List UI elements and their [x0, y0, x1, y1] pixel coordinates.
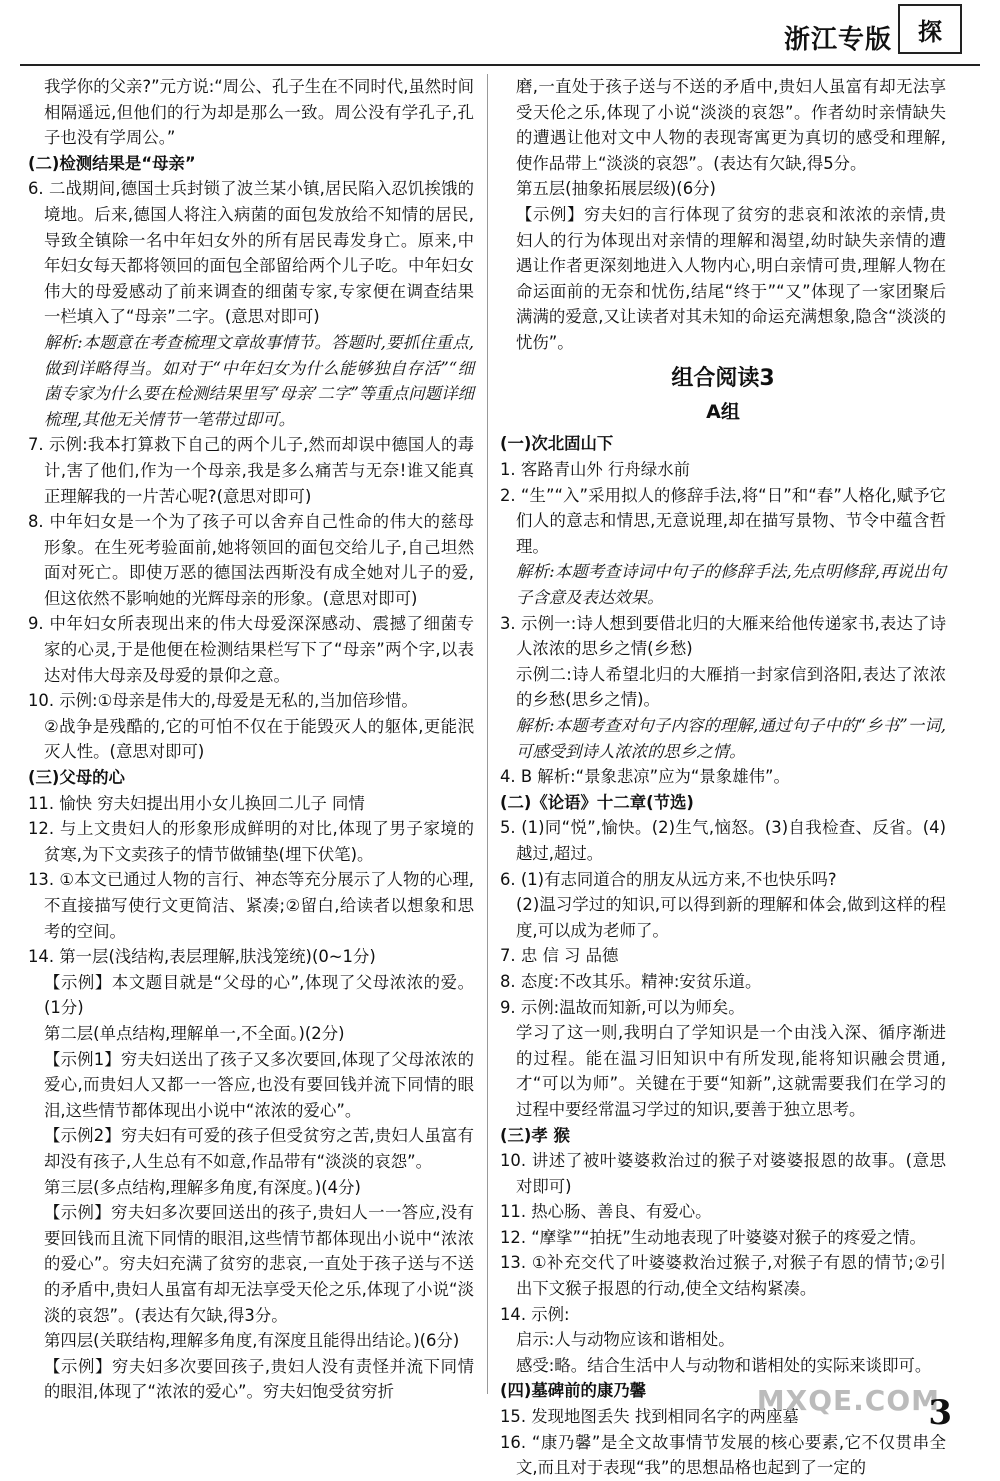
answer-16-right: 16. “康乃馨”是全文故事情节发展的核心要素,它不仅贯串全文,而且对于表现“我”的思想品格也起到了一定的: [500, 1432, 946, 1478]
answer-14-example4: 【示例】穷夫妇多次要回孩子,贵妇人没有责怪并流下同情的眼泪,体现了“浓浓的爱心”。穷夫妇饱受贫穷折: [44, 1356, 474, 1402]
answer-1: 1. 客路青山外 行舟绿水前: [500, 460, 690, 480]
answer-14-example5: 【示例】穷夫妇的言行体现了贫穷的悲哀和浓浓的亲情,贵妇人的行为体现出对亲情的理解和渴望,幼时缺失亲情的遭遇让作者更深刻地进入人物内心,明白亲情可贵,理解人物在命运面前的无奈和忧伤,结尾“终于”“又”体现了一家团聚后满满的爱意,又让读者对其未知的命运充满想象,隐含“淡淡的忧伤”。: [516, 204, 946, 352]
answer-6: 6. 二战期间,德国士兵封锁了波兰某小镇,居民陷入忍饥挨饿的境地。后来,德国人将注入病菌的面包发放给不知情的居民,导致全镇除一名中年妇女外的所有居民毒发身亡。原来,中年妇女每天都将领回的面包全部留给两个儿子吃。中年妇女伟大的母爱感动了前来调查的细菌专家,专家便在调查结果一栏填入了“母亲”二字。(意思对即可): [28, 179, 474, 327]
answer-14-example3: 【示例】穷夫妇多次要回送出的孩子,贵妇人一一答应,没有要回钱而且流下同情的眼泪,这些情节都体现出小说中“浓浓的爱心”。穷夫妇充满了贫穷的悲哀,一直处于孩子送与不送的矛盾中,贵妇人虽富有却无法享受天伦之乐,体现了小说“淡淡的哀怨”。(表达有欠缺,得3分。: [44, 1203, 474, 1325]
answer-14-example: 【示例】本文题目就是“父母的心”,体现了父母浓浓的爱。(1分): [44, 972, 474, 1018]
section-heading: (一)次北固山下: [500, 434, 614, 454]
left-column: [28, 74, 474, 1405]
answer-15-right: 15. 发现地图丢失 找到相同名字的两座墓: [500, 1407, 799, 1427]
answer-3: 3. 示例一:诗人想到要借北归的大雁来给他传递家书,表达了诗人浓浓的思乡之情(乡愁): [500, 613, 946, 659]
section-heading: (三)父母的心: [28, 768, 125, 788]
answer-12: 12. 与上文贵妇人的形象形成鲜明的对比,体现了男子家境的贫寒,为下文卖孩子的情节做铺垫(埋下伏笔)。: [28, 819, 474, 864]
answer-14-level2: 第二层(单点结构,理解单一,不全面。)(2分): [44, 1023, 345, 1043]
answer-14-level4: 第四层(关联结构,理解多角度,有深度且能得出结论。)(6分): [44, 1331, 460, 1351]
answer-13-right: 13. ①补充交代了叶婆婆救治过猴子,对猴子有恩的情节;②引出下文猴子报恩的行动,使全文结构紧凑。: [500, 1253, 946, 1299]
answer-9-right: 9. 示例:温故而知新,可以为师矣。: [500, 997, 745, 1017]
answer-8: 8. 中年妇女是一个为了孩子可以舍弃自己性命的伟大的慈母形象。在生死考验面前,她将领回的面包交给儿子,自己坦然面对死亡。即使万恶的德国法西斯没有成全她对儿子的爱,但这依然不影响她的光辉母亲的形象。(意思对即可): [28, 512, 474, 608]
answer-14-right: 14. 示例:: [500, 1304, 570, 1324]
answer-8-right: 8. 态度:不改其乐。精神:安贫乐道。: [500, 971, 762, 991]
answer-9-detail: 学习了这一则,我明白了学知识是一个由浅入深、循序渐进的过程。能在温习旧知识中有所发现,能将知识融会贯通,才“可以为师”。关键在于要“知新”,这就需要我们在学习的过程中要经常温习学过的知识,要善于独立思考。: [516, 1023, 946, 1119]
answer-3-example2: 示例二:诗人希望北归的大雁捎一封家信到洛阳,表达了浓浓的乡愁(思乡之情)。: [516, 664, 946, 710]
section-heading: (二)《论语》十二章(节选): [500, 792, 694, 812]
answer-6-part2: (2)温习学过的知识,可以得到新的理解和体会,做到这样的程度,可以成为老师了。: [516, 895, 946, 940]
watermark: MXQE.COM: [756, 1384, 940, 1417]
page-header: [784, 0, 962, 62]
answer-6-right: 6. (1)有志同道合的朋友从远方来,不也快乐吗?: [500, 869, 837, 889]
answer-13: 13. ①本文已通过人物的言行、神态等充分展示了人物的心理,不直接描写使行文更简洁、紧凑;②留白,给读者以想象和思考的空间。: [28, 870, 474, 941]
brand-logo: 探: [898, 4, 962, 54]
answer-10-right: 10. 讲述了被叶婆婆救治过的猴子对婆婆报恩的故事。(意思对即可): [500, 1151, 946, 1196]
answer-12-right: 12. “摩挲”“拍抚”生动地表现了叶婆婆对猴子的疼爱之情。: [500, 1227, 926, 1247]
answer-14-example2: 【示例2】穷夫妇有可爱的孩子但受贫穷之苦,贵妇人虽富有却没有孩子,人生总有不如意,作品带有“淡淡的哀怨”。: [44, 1126, 474, 1171]
answer-14-feeling: 感受:略。结合生活中人与动物和谐相处的实际来谈即可。: [516, 1355, 932, 1375]
analysis-3: 解析:本题考查对句子内容的理解,通过句子中的“乡书”一词,可感受到诗人浓浓的思乡之情。: [516, 716, 946, 761]
edition-title: 浙江专版: [783, 25, 892, 55]
answer-11: 11. 愉快 穷夫妇提出用小女儿换回二儿子 同情: [28, 793, 365, 813]
answer-11-right: 11. 热心肠、善良、有爱心。: [500, 1202, 712, 1222]
answer-14-level3: 第三层(多点结构,理解多角度,有深度。)(4分): [44, 1177, 361, 1197]
answer-14: 14. 第一层(浅结构,表层理解,肤浅笼统)(0~1分): [28, 947, 376, 967]
answer-4: 4. B 解析:“景象悲凉”应为“景象雄伟”。: [500, 767, 790, 787]
right-column: [500, 74, 946, 1481]
analysis-2: 解析:本题考查诗词中句子的修辞手法,先点明修辞,再说出句子含意及表达效果。: [516, 562, 946, 608]
section-heading: (四)墓碑前的康乃馨: [500, 1381, 647, 1401]
continued-text: 磨,一直处于孩子送与不送的矛盾中,贵妇人虽富有却无法享受天伦之乐,体现了小说“淡淡的哀怨”。作者幼时亲情缺失的遭遇让他对文中人物的表现寄寓更为真切的感受和理解,使作品带上“淡淡的哀怨”。(表达有欠缺,得5分。: [516, 77, 946, 173]
answer-7-right: 7. 忠 信 习 品德: [500, 946, 619, 966]
answer-2: 2. “生”“入”采用拟人的修辞手法,将“日”和“春”人格化,赋予它们人的意志和情思,无意说理,却在描写景物、节令中蕴含哲理。: [500, 485, 946, 556]
answer-14-example1: 【示例1】穷夫妇送出了孩子又多次要回,体现了父母浓浓的爱心,而贵妇人又都一一答应,也没有要回钱并流下同情的眼泪,这些情节都体现出小说中“浓浓的爱心”。: [44, 1049, 474, 1120]
answer-14-insight: 启示:人与动物应该和谐相处。: [516, 1330, 735, 1350]
section-heading: (二)检测结果是“母亲”: [28, 153, 196, 173]
analysis-6: 解析:本题意在考查梳理文章故事情节。答题时,要抓住重点,做到详略得当。如对于“中年妇女为什么能够独自存活”“细菌专家为什么要在检测结果里写‘母亲’二字”等重点问题详细梳理,其他无关情节一笔带过即可。: [44, 332, 474, 429]
answer-5: 5. (1)同“悦”,愉快。(2)生气,恼怒。(3)自我检查、反省。(4)越过,超过。: [500, 818, 946, 863]
page-number: 3: [928, 1393, 952, 1433]
section-title: 组合阅读3: [671, 365, 775, 391]
answer-7: 7. 示例:我本打算救下自己的两个儿子,然而却误中德国人的毒计,害了他们,作为一个母亲,我是多么痛苦与无奈!谁又能真正理解我的一片苦心呢?(意思对即可): [28, 435, 474, 506]
answer-9: 9. 中年妇女所表现出来的伟大母爱深深感动、震撼了细菌专家的心灵,于是他便在检测结果栏写下了“母亲”两个字,以表达对伟大母亲及母爱的景仰之意。: [28, 614, 474, 685]
column-divider: [487, 74, 488, 1394]
header-rule: [20, 64, 980, 66]
answer-10: 10. 示例:①母亲是伟大的,母爱是无私的,当加倍珍惜。: [28, 691, 418, 711]
section-heading: (三)孝 猴: [500, 1125, 570, 1145]
answer-14-level5: 第五层(抽象拓展层级)(6分): [516, 179, 716, 199]
group-title: A组: [706, 400, 740, 423]
answer-10-part2: ②战争是残酷的,它的可怕不仅在于能毁灭人的躯体,更能泯灭人性。(意思对即可): [44, 716, 474, 762]
paragraph: 我学你的父亲?”元方说:“周公、孔子生在不同时代,虽然时间相隔遥远,但他们的行为却是那么一致。周公没有学孔子,孔子也没有学周公。”: [44, 77, 474, 148]
